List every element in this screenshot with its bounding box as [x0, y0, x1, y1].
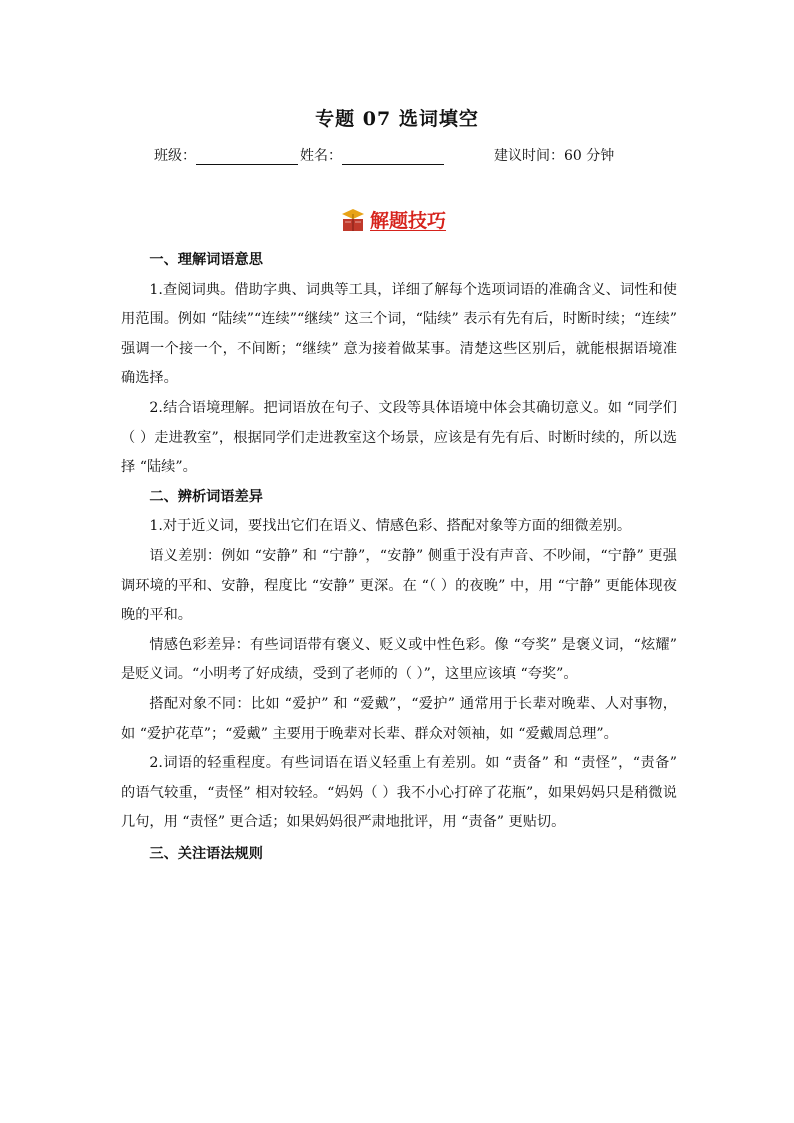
class-label: 班级： [154, 148, 196, 164]
paragraph: 语义差别：例如 “安静” 和 “宁静”，“安静” 侧重于没有声音、不吵闹，“宁静” 更强调环境的平和、安静，程度比 “安静” 更深。在 “（ ）的夜晚” 中，用 “宁静” 更能体现夜晚的平和。 [121, 547, 677, 624]
page-title: 专题 07 选词填空 [315, 108, 479, 130]
paragraph: 1.对于近义词，要找出它们在语义、情感色彩、搭配对象等方面的细微差别。 [149, 518, 632, 535]
student-info-row [154, 145, 674, 165]
section-badge-text: 解题技巧 [370, 210, 447, 232]
paragraph: 情感色彩差异：有些词语带有褒义、贬义或中性色彩。像 “夸奖” 是褒义词，“炫耀” 是贬义词。“小明考了好成绩，受到了老师的（ ）”，这里应该填 “夸奖”。 [121, 636, 677, 683]
paragraph: 搭配对象不同：比如 “爱护” 和 “爱戴”，“爱护” 通常用于长辈对晚辈、人对事物，如 “爱护花草”；“爱戴” 主要用于晚辈对长辈、群众对领袖，如 “爱戴周总理”。 [121, 695, 677, 742]
suggested-time: 建议时间：60 分钟 [494, 148, 615, 164]
section-heading: 二、辨析词语差异 [149, 488, 263, 505]
graduation-book-icon [340, 207, 366, 233]
name-label: 姓名： [300, 148, 342, 164]
paragraph: 2.词语的轻重程度。有些词语在语义轻重上有差别。如 “责备” 和 “责怪”，“责备” 的语气较重，“责怪” 相对较轻。“妈妈（ ）我不小心打碎了花瓶”，如果妈妈只是稍微说几句，用 “责怪” 更合适；如果妈妈很严肃地批评，用 “责备” 更贴切。 [121, 755, 677, 831]
section-badge [340, 206, 446, 233]
paragraph: 2.结合语境理解。把词语放在句子、文段等具体语境中体会其确切意义。如 “同学们（ ）走进教室”，根据同学们走进教室这个场景，应该是有先有后、时断时续的，所以选择 “陆续”。 [121, 399, 677, 476]
class-blank [196, 150, 298, 165]
section-heading: 三、关注语法规则 [149, 845, 263, 862]
paragraph: 1.查阅词典。借助字典、词典等工具，详细了解每个选项词语的准确含义、词性和使用范围。例如 “陆续”“连续”“继续” 这三个词，“陆续” 表示有先有后，时断时续；“连续” 强调一个接一个，不间断；“继续” 意为接着做某事。清楚这些区别后，就能根据语境准确选择。 [121, 281, 677, 387]
section-heading: 一、理解词语意思 [149, 252, 263, 268]
content-body [121, 246, 677, 869]
name-blank [342, 150, 444, 165]
